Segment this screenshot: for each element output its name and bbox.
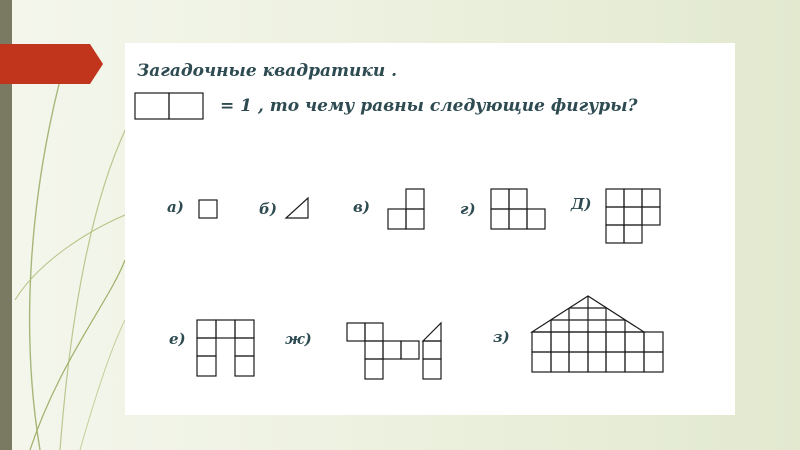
label-v: в) <box>353 198 370 216</box>
label-a: а) <box>167 198 184 216</box>
figure-g-shape <box>491 189 545 229</box>
slide-content <box>125 43 735 415</box>
reference-two-squares <box>135 93 203 119</box>
figure-v-shape <box>388 189 424 229</box>
figure-a-square <box>199 200 217 218</box>
slide-title: Загадочные квадратики . <box>137 61 398 81</box>
question-text: = 1 , то чему равны следующие фигуры? <box>220 96 638 116</box>
label-g: г) <box>460 200 476 218</box>
label-z: з) <box>493 328 510 346</box>
figure-d-shape <box>606 189 660 243</box>
label-d: Д) <box>571 195 592 213</box>
label-zh: ж) <box>285 330 312 348</box>
label-e: е) <box>169 330 186 348</box>
accent-arrow <box>0 44 103 84</box>
figure-z-house <box>532 296 663 372</box>
label-b: б) <box>259 200 277 218</box>
figure-e-shape <box>197 320 254 376</box>
figure-zh-shape <box>347 323 441 379</box>
figure-b-triangle <box>286 198 308 218</box>
